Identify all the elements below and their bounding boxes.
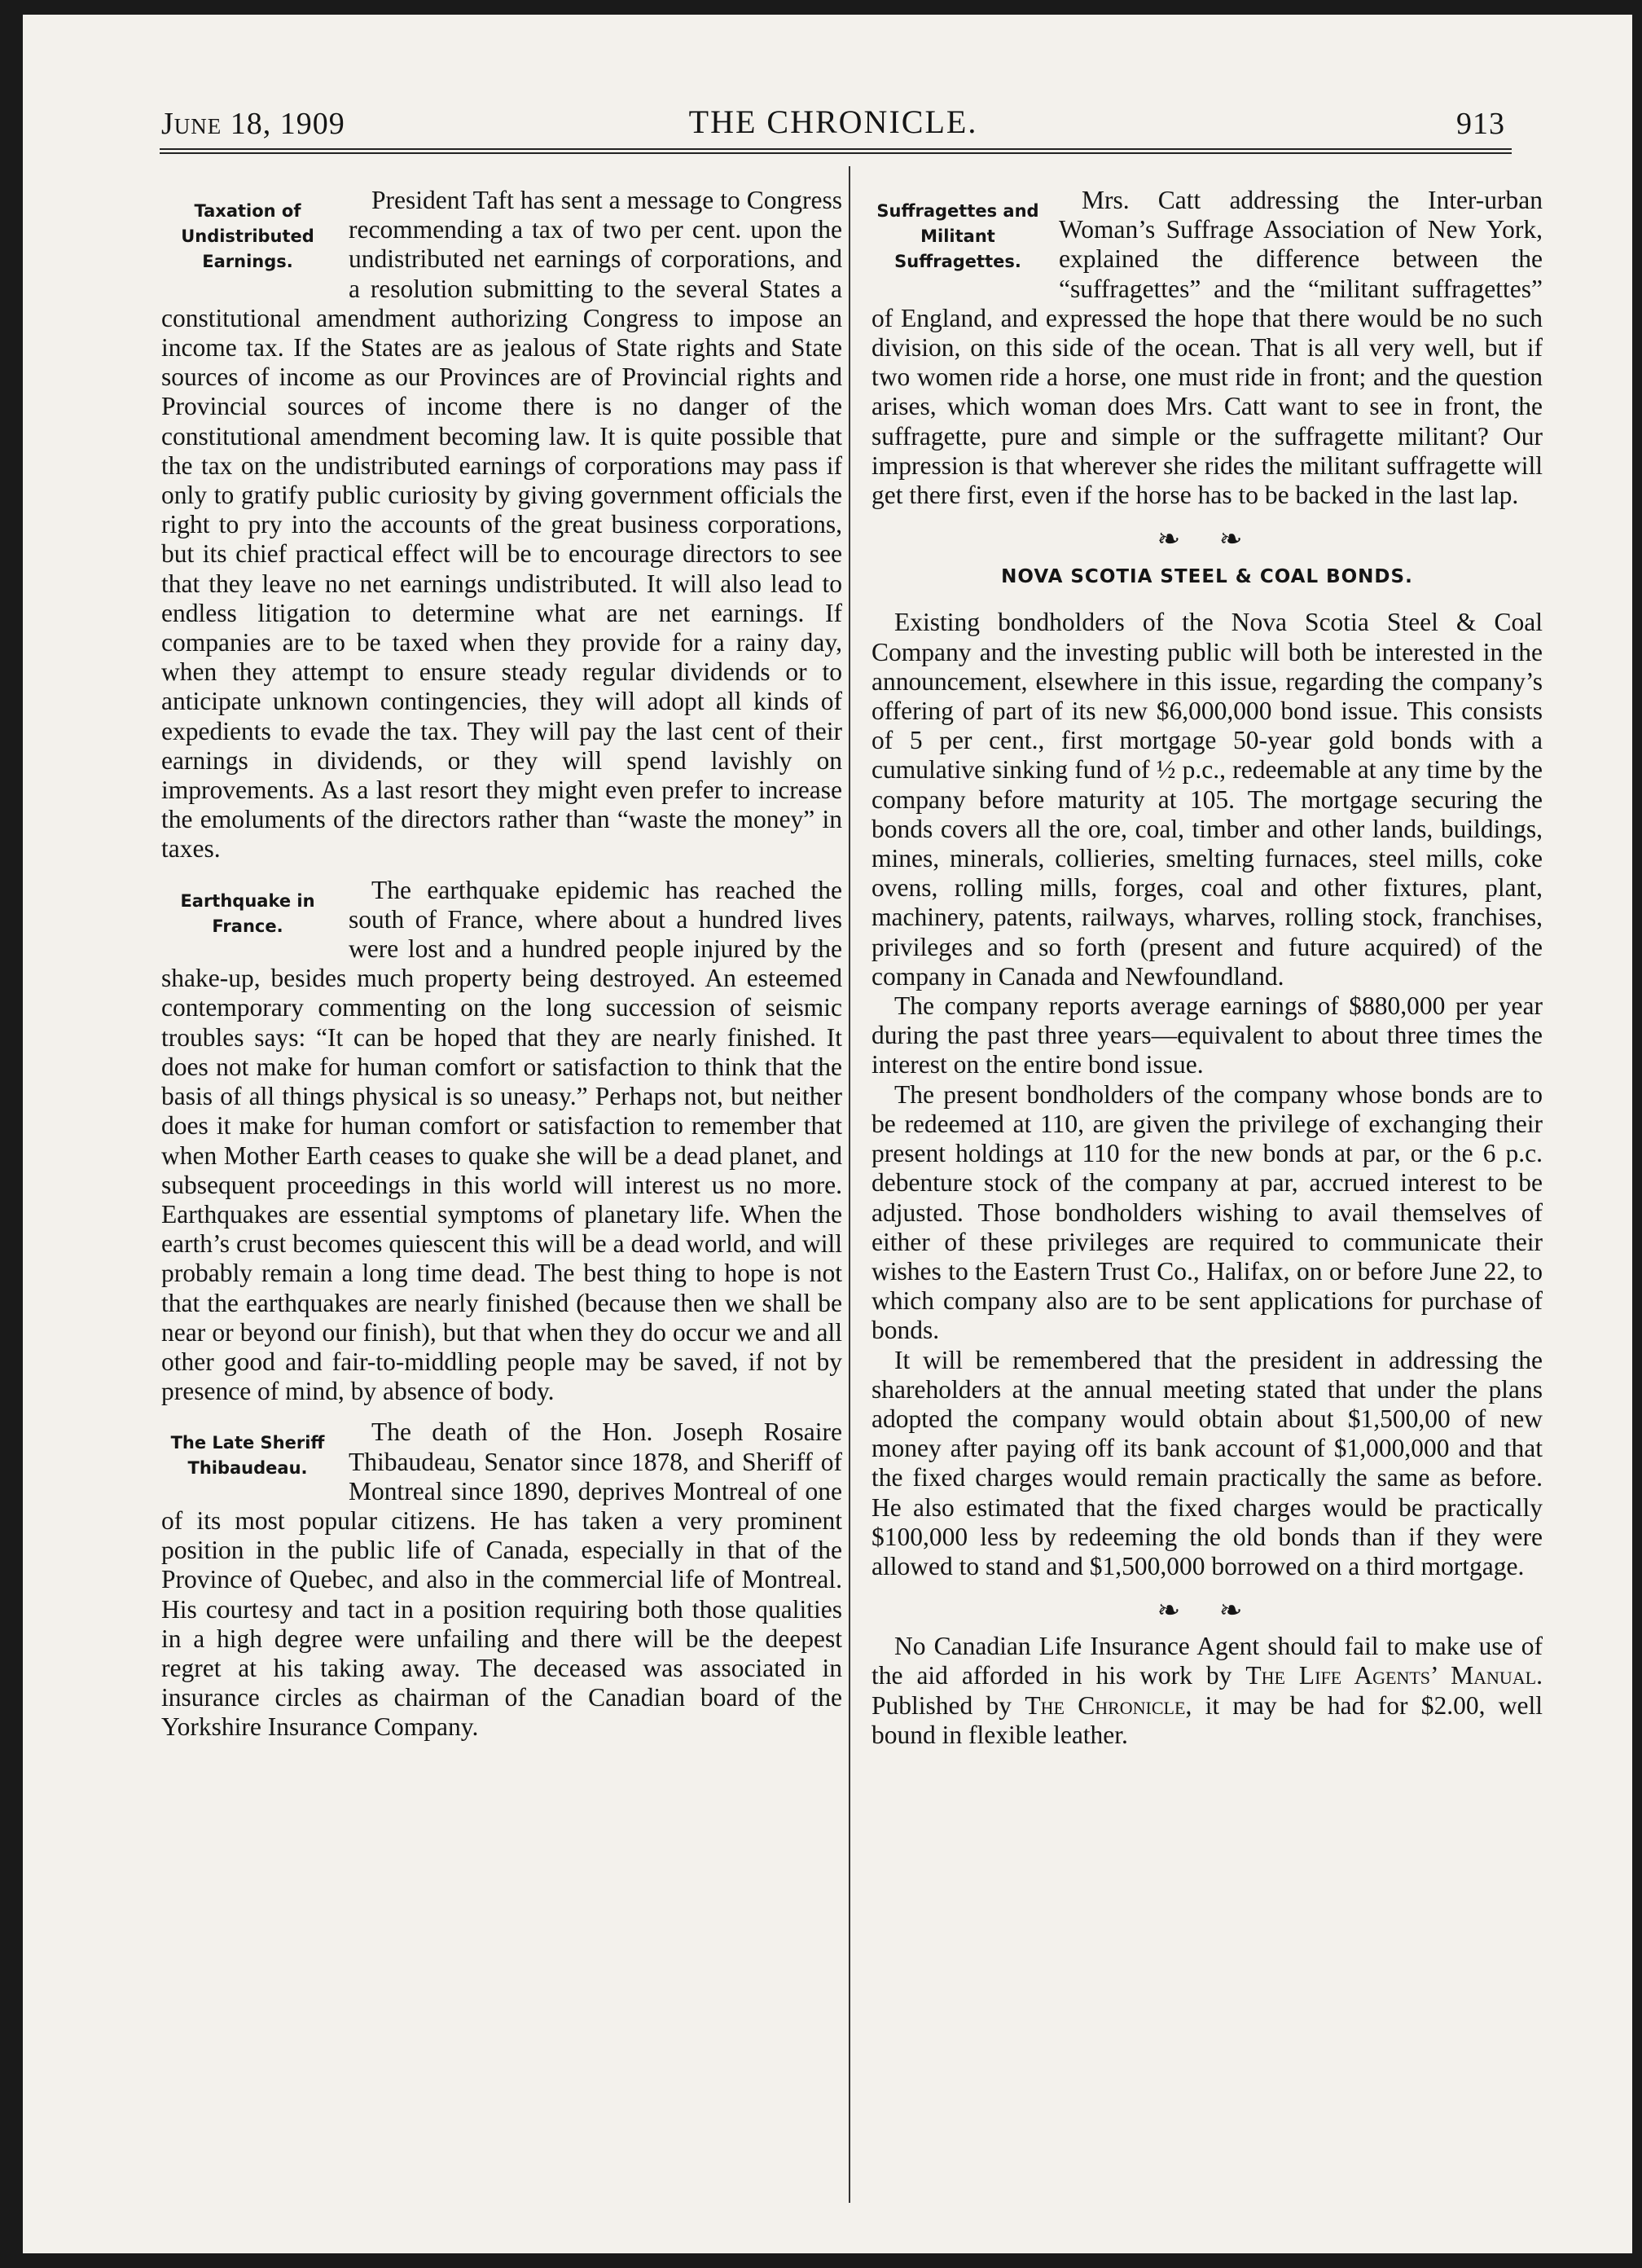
life-agents-manual-notice (871, 1632, 1543, 1750)
article-suffragettes: Mrs. Catt addressing the Inter-urban Woman’s Suffrage Association of New York, explained the difference between the “suffragettes” and the “militant suffragettes” of England, and expressed the hope that there would be no such division, on this side of the ocean. That is all very well, but if two women ride a horse, one must ride in front; and the question arises, which woman does Mrs. Catt want to see in front, the suffragette, pure and simple or the suffragette militant? Our impression is that wherever she rides the militant suffragette will get there first, even if the horse has to be backed in the last lap. (871, 186, 1543, 510)
header-title: THE CHRONICLE. (688, 103, 978, 140)
sidehead-sheriff: The Late Sheriff Thibaudeau. (170, 1433, 325, 1479)
left-column (161, 186, 842, 1743)
sidehead-taxation: Taxation of Undistributed Earnings. (181, 201, 314, 271)
header-date: June 18, 1909 (161, 107, 345, 141)
column-rule (849, 166, 850, 2203)
notice-text-middle: . Published by (871, 1661, 1543, 1720)
ornament-divider: ❧ ❧ (1157, 523, 1258, 556)
article-sheriff: The death of the Hon. Joseph Rosaire Thibaudeau, Senator since 1878, and Sheriff of Montreal since 1890, deprives Montreal of one of its most popular citizens. He has taken a very prominent position in the public life of Canada, especially in that of the Province of Quebec, and also in the commercial life of Montreal. His courtesy and tact in a position requiring both those qualities in a high degree were unfailing and there will be the deepest regret at his taking away. The deceased was associated in insurance circles as chairman of the Canadian board of the Yorkshire Insurance Company. (161, 1418, 842, 1742)
article-taxation: President Taft has sent a message to Congress recommending a tax of two per cent. upon the undistributed net earnings of corporations, and a resolution submitting to the several States a constitutional amendment authorizing Congress to impose an income tax. If the States are as jealous of State rights and State sources of income as our Provinces are of Provincial rights and Provincial sources of income there is no danger of the constitutional amendment becoming law. It is quite possible that the tax on the undistributed earnings of corporations may pass if only to gratify public curiosity by giving government officials the right to pry into the accounts of the great business corporations, but its chief practical effect will be to encourage directors to see that they leave no net earnings undistributed. It will also lead to endless litigation to determine what are net earnings. If companies are to be taxed when they provide for a rainy day, when they attempt to ensure steady regular dividends or to anticipate unknown contingencies, they will adopt all kinds of expedients to evade the tax. They will pay the last cent of their earnings in dividends, or they will spend lavishly on improvements. As a last resort they might even prefer to increase the emoluments of the directors rather than “waste the money” in taxes. (161, 186, 842, 864)
article-earthquake: The earthquake epidemic has reached the south of France, where about a hundred lives were lost and a hundred people injured by the shake-up, besides much property being destroyed. An esteemed contemporary commenting on the long succession of seismic troubles says: “It can be hoped that they are nearly finished. It does not make for human comfort or satisfaction to think that the basis of all things physical is so uneasy.” Perhaps not, but neither does it make for human comfort or satisfaction to remember that when Mother Earth ceases to quake she will be a dead planet, and subsequent proceedings in this world will interest us no more. Earthquakes are essential symptoms of planetary life. When the earth’s crust becomes quiescent this will be a dead world, and will probably remain a long time dead. The best thing to hope is not that the earthquakes are nearly finished (because then we shall be near or beyond our finish), but that when they do occur we and all other good and fair-to-middling people may be saved, if not by presence of mind, by absence of body. (161, 875, 842, 1406)
newspaper-page (23, 15, 1632, 2253)
header-page-number: 913 (1456, 107, 1505, 141)
section-title-nova-scotia: NOVA SCOTIA STEEL & COAL BONDS. (1001, 566, 1413, 588)
notice-publisher: The Chronicle (1025, 1690, 1186, 1720)
notice-manual-title: The Life Agents’ Manual (1245, 1661, 1537, 1690)
header-rule (160, 148, 1512, 154)
nova-scotia-paragraph: It will be remembered that the president in addressing the shareholders at the annual meeting stated that under the plans adopted the company would obtain about $1,500,00 of new money after paying off its bank account of $1,000,000 and that the fixed charges would remain practically the same as before. He also estimated that the fixed charges would be practically $100,000 less by redeeming the old bonds than if they were allowed to stand and $1,500,000 borrowed on a third mortgage. (871, 1345, 1543, 1580)
nova-scotia-paragraph: The present bondholders of the company whose bonds are to be redeemed at 110, are given the privilege of exchanging their present holdings at 110 for the new bonds at par, or the 6 p.c. debenture stock of the company at par, accrued interest to be adjusted. Those bondholders wishing to avail themselves of either of these privileges are required to communicate their wishes to the Eastern Trust Co., Halifax, on or before June 22, to which company also are to be sent applications for purchase of bonds. (871, 1079, 1543, 1345)
sidehead-suffragettes: Suffragettes and Militant Suffragettes. (876, 201, 1039, 271)
nova-scotia-paragraph: The company reports average earnings of $880,000 per year during the past three years—equivalent to about three times the interest on the entire bond issue. (871, 991, 1543, 1079)
sidehead-earthquake: Earthquake in France. (180, 890, 315, 936)
nova-scotia-paragraph: Existing bondholders of the Nova Scotia Steel & Coal Company and the investing public will both be interested in the announcement, elsewhere in this issue, regarding the company’s offering of part of its new $6,000,000 bond issue. This consists of 5 per cent., first mortgage 50-year gold bonds with a cumulative sinking fund of ½ p.c., redeemable at any time by the company before maturity at 105. The mortgage securing the bonds covers all the ore, coal, timber and other lands, buildings, mines, minerals, collieries, smelting furnaces, steel mills, coke ovens, rolling mills, forges, coal and other fixtures, plant, machinery, patents, railways, wharves, rolling stock, franchises, privileges and so forth (present and future acquired) of the company in Canada and Newfoundland. (871, 608, 1543, 991)
notice-text-before: No Canadian Life Insurance Agent should fail to make use of the aid afforded in his work by (871, 1632, 1543, 1690)
ornament-divider: ❧ ❧ (1157, 1594, 1258, 1628)
right-column (871, 186, 1543, 1750)
notice-text-after: , it may be had for $2.00, well bound in flexible leather. (871, 1690, 1543, 1749)
page-header (161, 96, 1505, 145)
